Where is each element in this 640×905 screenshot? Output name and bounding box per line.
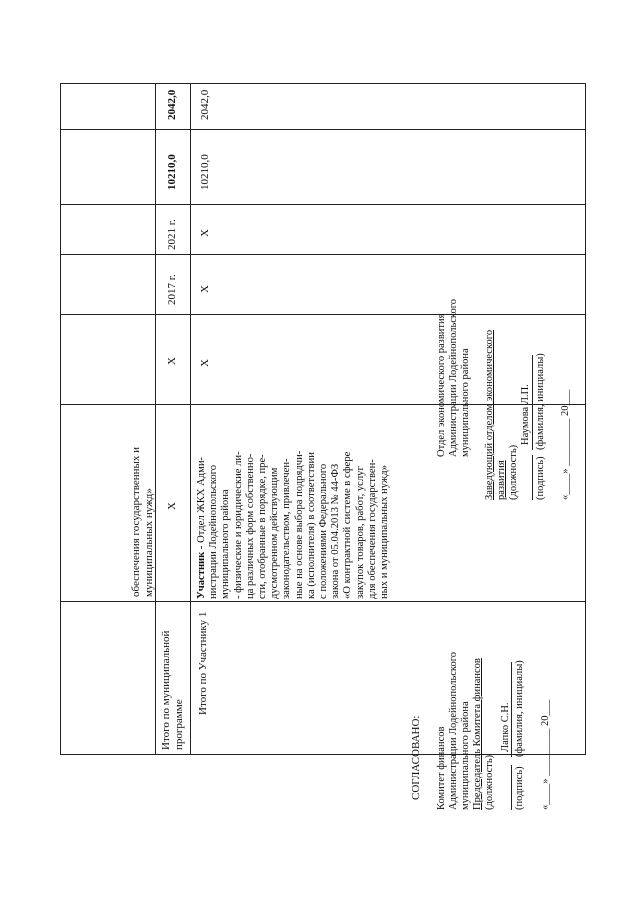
approval-right-date: «____» _________ 20___ bbox=[560, 389, 571, 500]
approval-right-position: Заведующий отделом экономического развития bbox=[484, 329, 507, 500]
program-col2: 2042,0 bbox=[166, 89, 178, 120]
participant-year-to: Х bbox=[199, 229, 211, 237]
table-col-line-6 bbox=[60, 129, 586, 130]
participant-col2: 2042,0 bbox=[199, 89, 211, 120]
approval-right-org: Отдел экономического развития Администрации Лодейнопольского муниципального района bbox=[436, 298, 471, 457]
table-line-left bbox=[60, 754, 586, 755]
program-year-from: 2017 г. bbox=[166, 274, 178, 305]
approval-right-position-label: (должность) bbox=[508, 444, 519, 500]
table-col-line-4 bbox=[60, 254, 586, 255]
table-col-line-5 bbox=[60, 204, 586, 205]
table-line-right bbox=[60, 83, 586, 84]
table-line-bottom bbox=[585, 83, 586, 755]
approval-right-name-line bbox=[532, 355, 533, 450]
participant-col-x: Х bbox=[199, 359, 211, 367]
top-row-text: обеспечения государственных и муниципальных нужд» bbox=[130, 446, 155, 597]
approval-left-date: «____» _________ 20___ bbox=[540, 699, 551, 810]
approval-left-position-label: (должность) bbox=[484, 754, 495, 810]
table-col-line-3 bbox=[60, 314, 586, 315]
approval-left-sign-line bbox=[511, 765, 512, 810]
program-total-label: Итого по муниципальной программе bbox=[160, 630, 185, 750]
table-col-line-1 bbox=[60, 601, 586, 602]
program-col-x: Х bbox=[166, 357, 178, 365]
approval-left-sign-label: (подпись) bbox=[514, 766, 525, 810]
participant-executor bbox=[196, 407, 391, 599]
approval-left-name: Лапко С.Н. bbox=[500, 702, 511, 752]
table-line-row2 bbox=[190, 83, 191, 755]
participant-executor-text: Отдел ЖКХ Адми- нистрации Лодейнопольского муниципального района - физические и юридические ли- ца различных форм собственно- сти, отобранные в порядке, пре- дусмотренном действующим законодательством, привлечен- ные на основе выбора подрядчи- ка (исполнителя) в соответствии с положениями Федерального закона от 05.04.2013 № 44-ФЗ «О контрактной системе в сфере закупок товаров, работ, услуг для обеспечения государствен- ных и муниципальных нужд» bbox=[196, 450, 391, 599]
program-executor: Х bbox=[166, 502, 178, 510]
participant-year-from: Х bbox=[199, 285, 211, 293]
approval-left-position: Председатель Комитета финансов bbox=[472, 658, 483, 810]
program-year-to: 2021 г. bbox=[166, 219, 178, 250]
approval-heading: СОГЛАСОВАНО: bbox=[410, 715, 422, 800]
participant-total-label: Итого по Участнику 1 bbox=[197, 611, 209, 715]
approval-left-name-label: (фамилия, инициалы) bbox=[514, 660, 525, 757]
approval-right-sign-label: (подпись) bbox=[535, 456, 546, 500]
approval-left-org: Комитет финансов Администрации Лодейнопольского муниципального района bbox=[436, 651, 471, 810]
participant-executor-bold: Участник - bbox=[196, 545, 207, 599]
program-total: 10210,0 bbox=[166, 154, 178, 190]
participant-total: 10210,0 bbox=[199, 154, 211, 190]
table-line-top bbox=[60, 83, 61, 755]
approval-right-sign-line bbox=[532, 455, 533, 500]
approval-right-name: Наумова Л.П. bbox=[520, 384, 531, 445]
approval-left-name-line bbox=[511, 662, 512, 757]
approval-right-name-label: (фамилия, инициалы) bbox=[535, 353, 546, 450]
